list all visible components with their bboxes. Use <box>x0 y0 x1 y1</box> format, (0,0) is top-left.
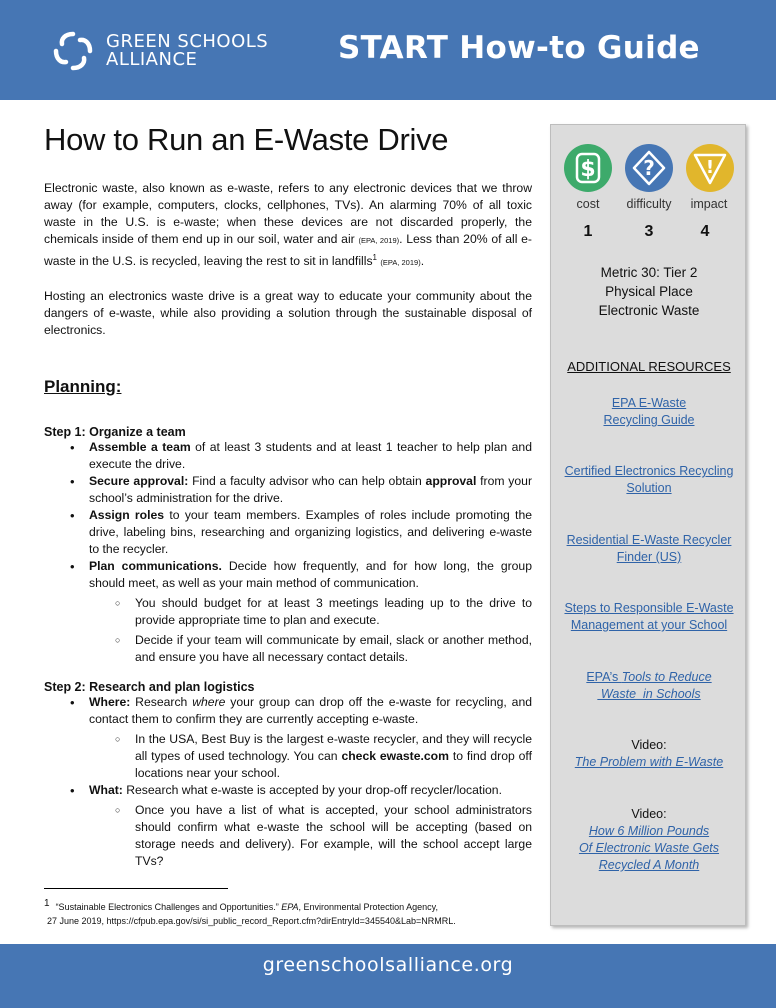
question-glyph: ? <box>643 156 655 180</box>
intro-text-a: Electronic waste, also known as e-waste, refers to any electronic devices that we throw away (for example, computers, clocks, cellphones, TVs). An alarming 70% of all toxic waste in the U.S. is e-waste; when these devices are not discarded properly, the chemicals inside of them end up in our soil, water and air <box>44 181 532 246</box>
link-certified-recycling[interactable] <box>555 463 743 497</box>
header-banner <box>0 0 776 100</box>
difficulty-value: 3 <box>644 223 654 240</box>
list-item <box>89 558 532 666</box>
link-text-italic[interactable]: How 6 Million Pounds <box>588 824 710 838</box>
sub-list-item <box>135 731 532 782</box>
footer-url[interactable]: greenschoolsalliance.org <box>262 954 514 976</box>
item-text: of at least 3 students and at least 1 teacher to help plan and execute the drive. <box>89 440 532 472</box>
link-text[interactable]: Residential E-Waste Recycler <box>566 533 732 547</box>
bold-text: Where: <box>89 695 131 710</box>
video-label: Video: <box>631 738 667 752</box>
logo-text <box>106 33 268 69</box>
link-video-problem[interactable] <box>555 754 743 771</box>
link-text[interactable]: Certified Electronics Recycling <box>564 464 734 478</box>
bold-text: check ewaste.com <box>341 749 449 764</box>
footnote-text: , Environmental Protection Agency, <box>298 902 438 912</box>
footnote-number: 1 <box>44 898 50 909</box>
item-text: Research <box>130 695 193 710</box>
step-2-list <box>70 694 532 870</box>
sidebar-panel <box>550 124 746 926</box>
link-recycler-finder[interactable] <box>555 532 743 566</box>
sub-list-item: ○ Once you have a list of what is accepted, your school administrators should confirm what e-waste the school will be accepting (based on storage needs and delivery). For example, will the school accept large TVs? <box>135 802 532 870</box>
link-text-part[interactable]: EPA’s <box>586 670 622 684</box>
link-text[interactable] <box>555 669 743 686</box>
question-icon <box>624 143 674 193</box>
link-text-italic[interactable]: Of Electronic Waste Gets <box>578 841 720 855</box>
bold-text: What: <box>89 783 123 798</box>
video-problem-ewaste <box>555 737 743 771</box>
item-text: to your team members. Examples of roles include promoting the drive, labeling bins, researching and organizing logistics, and delivering e-waste to the recycler. <box>89 508 532 557</box>
link-text[interactable]: Finder (US) <box>616 550 682 564</box>
metric-info <box>551 263 747 320</box>
dollar-glyph: $ <box>580 157 596 182</box>
link-text-italic[interactable]: Recycled A Month <box>598 858 700 872</box>
footnote-line-1 <box>44 897 544 914</box>
logo-line-1: GREEN SCHOOLS <box>106 31 269 52</box>
link-responsible-management[interactable] <box>555 600 743 634</box>
item-text: In the USA, Best Buy is the largest e-waste recycler, and they will recycle all types of used technology. You can <box>135 732 532 764</box>
bold-text: Plan communications. <box>89 559 222 574</box>
bold-text: approval <box>425 474 477 489</box>
gsa-logo[interactable] <box>52 30 268 72</box>
link-text-italic[interactable]: Waste in Schools <box>597 687 701 701</box>
item-text: to find drop off locations near your school. <box>135 749 532 781</box>
link-video-6-million[interactable] <box>555 823 743 840</box>
step-1-title: Step 1: Organize a team <box>44 425 186 440</box>
gsa-logo-icon <box>52 30 94 72</box>
item-text: from your school’s administration for the drive. <box>89 474 532 506</box>
metric-line: Electronic Waste <box>598 303 700 318</box>
guide-title: START How-to Guide <box>338 30 700 66</box>
intro-paragraph-1 <box>44 180 532 271</box>
intro-text-c: . <box>420 254 425 269</box>
link-video-6-million[interactable] <box>555 857 743 874</box>
footnote-line-2: 27 June 2019, https://cfpub.epa.gov/si/si_public_record_Report.cfm?dirEntryId=345540&Lab=NRMRL. <box>47 916 456 926</box>
dollar-icon <box>563 143 613 193</box>
impact-value: 4 <box>700 223 710 240</box>
resources-heading: ADDITIONAL RESOURCES <box>567 359 731 374</box>
list-item <box>89 782 532 870</box>
bold-text: Assign roles <box>89 508 165 523</box>
item-text: Research what e-waste is accepted by your drop-off recycler/location. <box>122 783 502 798</box>
intro-text-b: . Less than 20% of all e-waste in the U.S. is recycled, leaving the rest to sit in landfills <box>44 232 532 269</box>
footnote-text: “Sustainable Electronics Challenges and Opportunities.” <box>55 902 282 912</box>
link-text-italic[interactable]: The Problem with E-Waste <box>574 755 724 769</box>
list-item <box>89 507 532 558</box>
italic-text: where <box>192 695 226 710</box>
bold-text: Secure approval: <box>89 474 189 489</box>
planning-heading: Planning: <box>44 377 122 397</box>
link-text[interactable]: Recycling Guide <box>603 413 695 427</box>
metric-line: Metric 30: Tier 2 <box>600 265 698 280</box>
step-1-list <box>70 439 532 666</box>
link-video-6-million[interactable] <box>555 840 743 857</box>
sub-list <box>117 595 532 666</box>
cost-value: 1 <box>583 223 593 240</box>
footnote-ref[interactable]: 1 <box>372 253 377 262</box>
intro-paragraph-2: Hosting an electronics waste drive is a great way to educate your community about the dangers of e-waste, while also providing a solution through the sustainable disposal of electronics. <box>44 289 532 338</box>
footnote-divider <box>44 888 228 889</box>
list-item <box>89 694 532 782</box>
item-text: Find a faculty advisor who can help obtain <box>188 474 426 489</box>
exclamation-icon <box>685 143 735 193</box>
video-6-million-pounds <box>555 806 743 874</box>
footnote-italic: EPA <box>281 902 299 912</box>
link-epa-recycling-guide[interactable] <box>555 395 743 429</box>
link-text[interactable]: Solution <box>626 481 672 495</box>
footnote <box>44 897 544 928</box>
metric-line: Physical Place <box>605 284 693 299</box>
impact-label: impact <box>690 197 728 211</box>
video-label: Video: <box>631 807 667 821</box>
sub-list-item: ○ Decide if your team will communicate by email, slack or another method, and ensure you have all necessary contact details. <box>135 632 532 666</box>
citation-1: (EPA, 2019) <box>358 236 400 245</box>
footer-banner <box>0 944 776 1008</box>
list-item <box>89 473 532 507</box>
sub-list <box>117 802 532 870</box>
exclamation-glyph: ! <box>705 157 715 178</box>
main-content <box>44 122 532 870</box>
logo-line-2: ALLIANCE <box>106 49 198 70</box>
item-text: your group can drop off the e-waste for recycling, and contact them to confirm they are currently accepting e-waste. <box>89 695 533 727</box>
citation-2: (EPA, 2019) <box>380 258 421 268</box>
link-text[interactable]: Steps to Responsible E-Waste <box>564 601 734 615</box>
list-item <box>89 439 532 473</box>
cost-label: cost <box>576 197 600 211</box>
sub-list-item: ○ You should budget for at least 3 meetings leading up to the drive to provide appropriate time to plan and execute. <box>135 595 532 629</box>
link-text-italic[interactable]: Tools to Reduce <box>621 670 712 684</box>
step-2-title: Step 2: Research and plan logistics <box>44 680 255 695</box>
item-text: Decide how frequently, and for how long, the group should meet, as well as your main method of communication. <box>89 559 532 591</box>
rating-icons <box>563 143 735 199</box>
link-text[interactable]: Management at your School <box>570 618 728 632</box>
link-tools-reduce-waste[interactable] <box>555 669 743 703</box>
page-title: How to Run an E-Waste Drive <box>44 122 449 157</box>
link-text[interactable]: EPA E-Waste <box>611 396 687 410</box>
difficulty-label: difficulty <box>626 197 672 211</box>
link-text[interactable] <box>555 686 743 703</box>
sub-list <box>117 731 532 782</box>
bold-text: Assemble a team <box>89 440 191 455</box>
